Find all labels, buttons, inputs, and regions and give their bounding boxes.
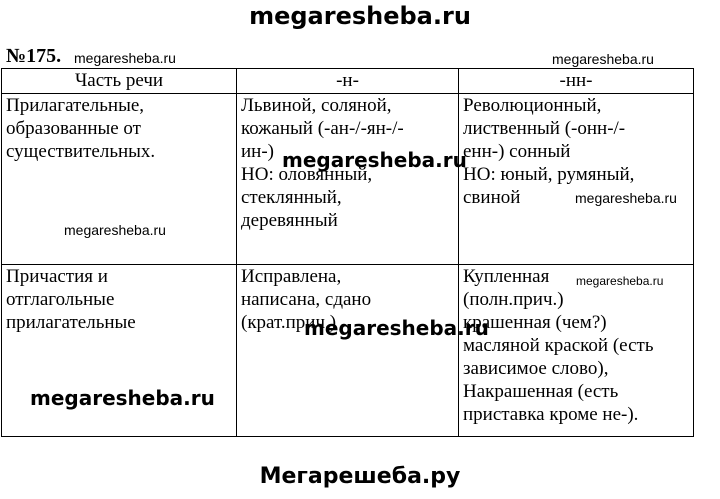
table-cell: Львиной, соляной, кожаный (-ан-/-ян-/- ин-) НО: оловянный, стеклянный, деревянный [237,94,459,265]
watermark: megaresheba.ru [282,148,467,172]
site-title: megaresheba.ru [249,2,471,30]
spelling-table [1,68,694,437]
watermark: megaresheba.ru [74,50,176,66]
table-cell: Причастия и отглагольные прилагательные [2,265,237,437]
watermark: megaresheba.ru [575,190,677,206]
site-footer: Мегарешеба.ру [259,464,461,489]
table-row [2,94,694,265]
header-single-n: -н- [237,69,459,94]
header-double-n: -нн- [459,69,694,94]
task-number: №175. [6,45,62,67]
table-cell: Исправлена, написана, сдано (крат.прич.) [237,265,459,437]
table-row [2,265,694,437]
watermark: megaresheba.ru [576,274,664,288]
table-cell: Революционный, лиственный (-онн-/- енн-) сонный НО: юный, румяный, свиной [459,94,694,265]
watermark: megaresheba.ru [30,386,215,410]
watermark: megaresheba.ru [304,316,489,340]
table-cell: Прилагательные, образованные от существительных. [2,94,237,265]
table-cell: Купленная (полн.прич.) крашенная (чем?) масляной краской (есть зависимое слово), Накрашенная (есть приставка кроме не-). [459,265,694,437]
watermark: megaresheba.ru [64,222,166,238]
watermark: megaresheba.ru [552,51,654,67]
header-part-of-speech: Часть речи [2,69,237,94]
table-header-row [2,69,694,94]
